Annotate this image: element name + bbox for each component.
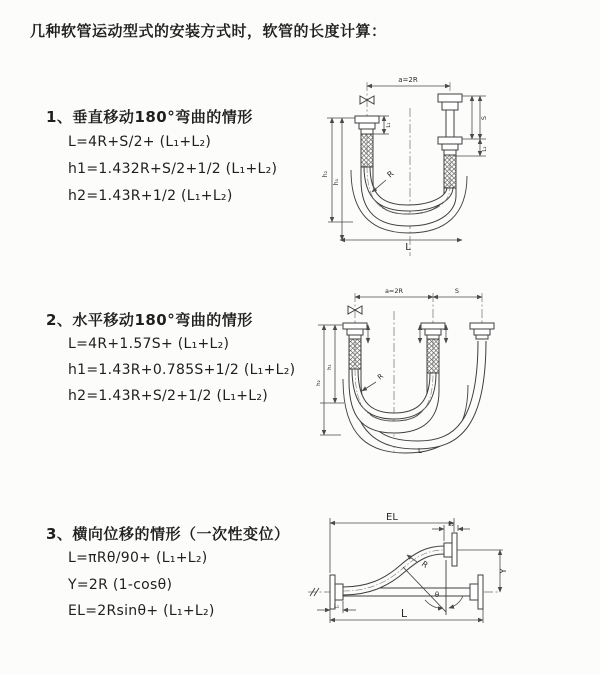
dim-label-l: L [418, 447, 422, 455]
formula-line: Y=2R (1-cosθ) [68, 577, 173, 593]
dim-label-h2: h₂ [322, 170, 329, 178]
section-3-heading: 3、横向位移的情形（一次性变位） [46, 525, 290, 543]
hose-moved-position [343, 341, 482, 453]
formula-line: h1=1.432R+S/2+1/2 (L₁+L₂) [68, 161, 278, 177]
dimension-s-l2 [456, 96, 488, 156]
dimension-l [340, 240, 462, 253]
dim-label-l2: L₂ [482, 146, 488, 152]
dim-label-h1: h₁ [333, 178, 340, 186]
dim-label-l: L [400, 607, 408, 620]
left-fitting [355, 116, 379, 134]
center-axis-line [367, 82, 450, 256]
dim-label-h1: h₁ [327, 364, 333, 370]
dimension-el [330, 512, 454, 573]
left-fitting [343, 323, 367, 339]
section-2-heading: 2、水平移动180°弯曲的情形 [46, 311, 253, 329]
dim-label-s: S [480, 115, 488, 121]
radius-callout [362, 372, 385, 391]
dim-label-r: R [419, 559, 430, 570]
middle-fitting [421, 323, 445, 339]
right-fitting [470, 323, 494, 339]
dimension-a2r [367, 76, 450, 86]
formula-line: h2=1.43R+S/2+1/2 (L₁+L₂) [68, 388, 269, 404]
radius-callout [372, 169, 396, 192]
dim-label-el: EL [386, 512, 398, 523]
page-title: 几种软管运动型式的安装方式时，软管的长度计算： [30, 22, 387, 40]
dimension-l2 [432, 521, 470, 541]
diagram-horizontal-180-bend [310, 283, 600, 463]
hose-displaced [343, 550, 444, 591]
dimension-l1 [317, 601, 356, 613]
right-fitting [438, 94, 462, 155]
formula-line: EL=2Rsinθ+ (L₁+L₂) [68, 603, 215, 619]
dim-label-s: S [454, 287, 460, 295]
lower-right-flange [470, 575, 483, 609]
dim-label-a2r: a=2R [398, 76, 418, 84]
dim-label-a2r: a=2R [384, 287, 404, 295]
dim-label-l1: L₁ [333, 604, 340, 610]
dim-label-h2: h₂ [316, 380, 322, 386]
dim-label-r: R [385, 169, 396, 180]
diagram-lateral-displacement [300, 505, 600, 655]
formula-line: L=4R+1.57S+ (L₁+L₂) [68, 336, 230, 352]
diagram-vertical-180-bend [310, 70, 600, 260]
dim-label-y: Y [499, 568, 508, 574]
formula-line: h2=1.43R+1/2 (L₁+L₂) [68, 188, 233, 204]
dim-label-theta: θ [434, 591, 440, 599]
section-1-heading: 1、垂直移动180°弯曲的情形 [46, 108, 253, 126]
dimension-a2r [355, 287, 482, 297]
dim-label-r: R [376, 372, 386, 382]
formula-line: L=4R+S/2+ (L₁+L₂) [68, 134, 212, 150]
formula-line: h1=1.43R+0.785S+1/2 (L₁+L₂) [68, 362, 296, 378]
dim-label-l2: L₂ [448, 521, 454, 528]
dimension-l [330, 607, 483, 623]
dimension-h [316, 325, 344, 435]
dim-label-l: L [405, 242, 411, 253]
formula-line: L=πRθ/90+ (L₁+L₂) [68, 550, 208, 566]
dimension-h [322, 118, 355, 240]
dim-label-l1: L₁ [386, 122, 392, 128]
